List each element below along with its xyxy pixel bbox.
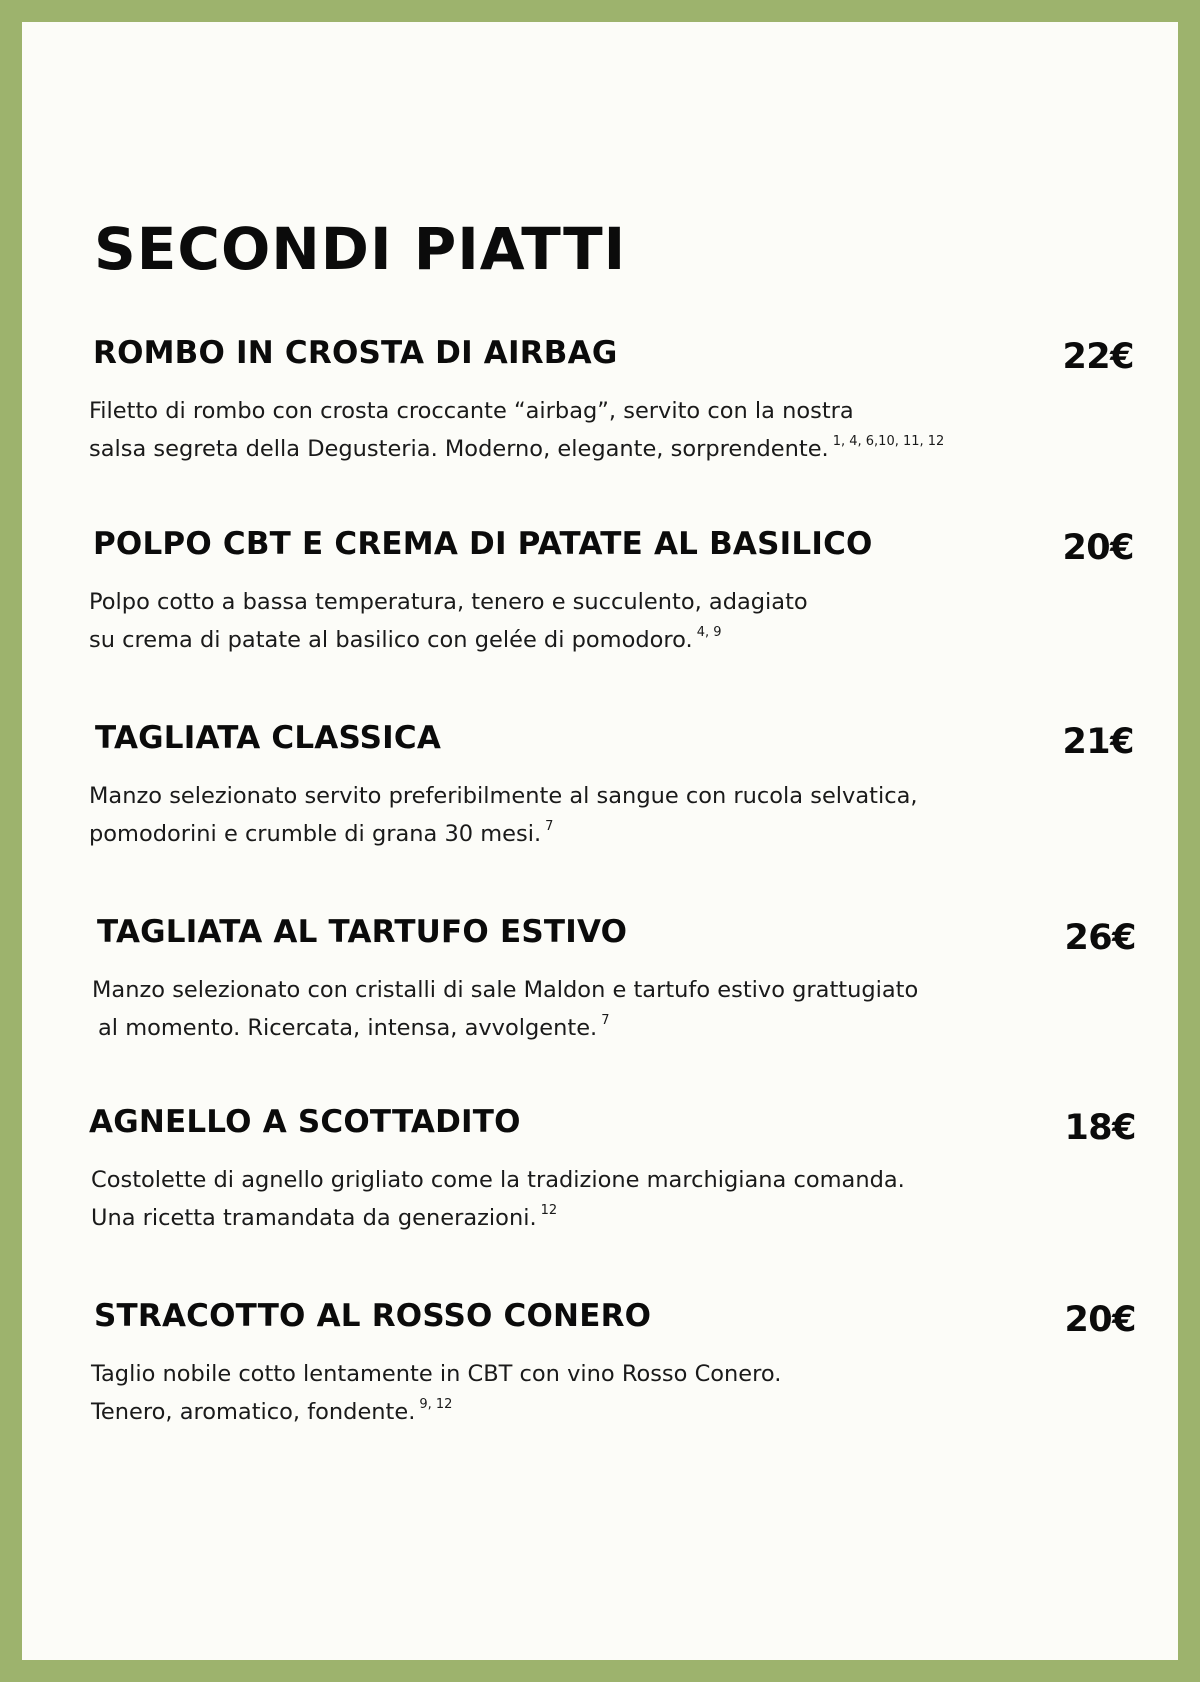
menu-item-name: STRACOTTO AL ROSSO CONERO [94,1298,652,1334]
menu-item-name: TAGLIATA CLASSICA [95,720,442,756]
description-line [89,815,918,853]
menu-item-name: AGNELLO A SCOTTADITO [89,1104,521,1140]
menu-item-price: 21€ [1062,722,1134,762]
menu-item-price: 20€ [1062,528,1134,568]
menu-item-price: 20€ [1064,1300,1136,1340]
description-line: Manzo selezionato con cristalli di sale Maldon e tartufo estivo grattugiato [92,977,919,1003]
description-line: Filetto di rombo con crosta croccante “airbag”, servito con la nostra [89,398,854,424]
menu-item-name: POLPO CBT E CREMA DI PATATE AL BASILICO [93,526,873,562]
description-text: Tenero, aromatico, fondente. [91,1399,416,1425]
description-text: al momento. Ricercata, intensa, avvolgente. [98,1015,598,1041]
allergen-codes: 9, 12 [419,1397,453,1412]
menu-item-price: 26€ [1064,918,1136,958]
menu-item-description [89,392,944,468]
description-line [91,1393,781,1431]
menu-item-price: 18€ [1064,1108,1136,1148]
description-text: pomodorini e crumble di grana 30 mesi. [89,821,542,847]
description-text: su crema di patate al basilico con gelée di pomodoro. [89,627,693,653]
description-text: Una ricetta tramandata da generazioni. [91,1205,537,1231]
description-line: Costolette di agnello grigliato come la tradizione marchigiana comanda. [91,1167,905,1193]
description-line [89,430,944,468]
menu-item-description [91,1161,905,1237]
menu-item-description [89,583,808,659]
description-line: Manzo selezionato servito preferibilmente al sangue con rucola selvatica, [89,783,918,809]
menu-item-description [89,777,918,853]
description-line: Polpo cotto a bassa temperatura, tenero e succulento, adagiato [89,589,808,615]
allergen-codes: 7 [601,1013,610,1028]
menu-item-description [92,971,918,1047]
allergen-codes: 1, 4, 6,10, 11, 12 [832,434,945,449]
description-line [92,1009,918,1047]
menu-item-description [91,1355,781,1431]
description-text: salsa segreta della Degusteria. Moderno, elegante, sorprendente. [89,436,829,462]
menu-item-name: ROMBO IN CROSTA DI AIRBAG [93,335,618,371]
allergen-codes: 4, 9 [696,625,722,640]
description-line [91,1199,905,1237]
menu-page [22,22,1178,1660]
description-line [89,621,808,659]
allergen-codes: 12 [540,1203,558,1218]
section-title: SECONDI PIATTI [94,215,627,283]
menu-item-price: 22€ [1062,337,1134,377]
allergen-codes: 7 [545,819,554,834]
menu-item-name: TAGLIATA AL TARTUFO ESTIVO [97,914,628,950]
description-line: Taglio nobile cotto lentamente in CBT con vino Rosso Conero. [91,1361,782,1387]
